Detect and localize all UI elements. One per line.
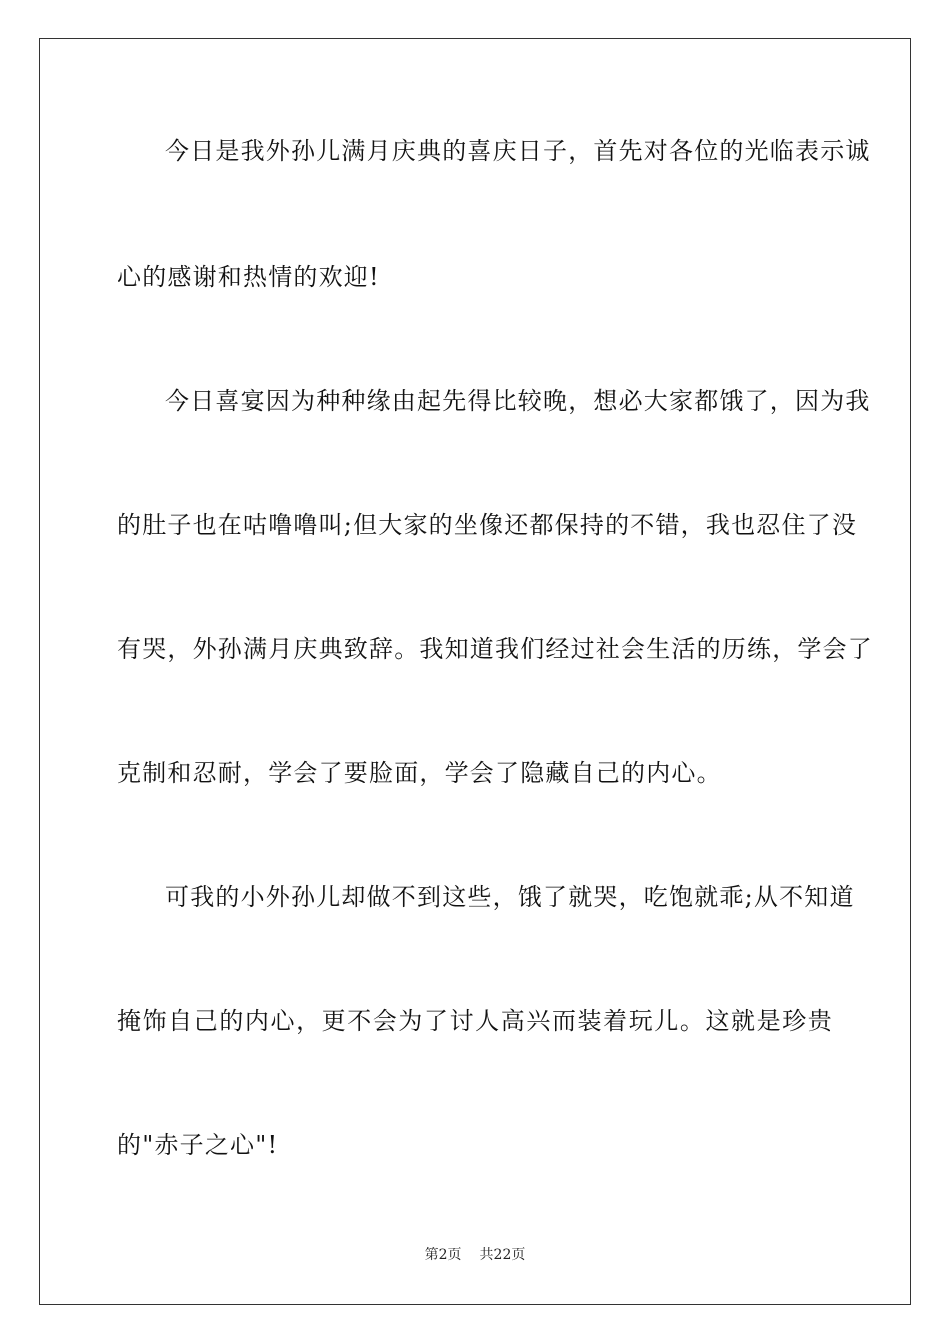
paragraph-2-line-3: 有哭，外孙满月庆典致辞。我知道我们经过社会生活的历练，学会了 [117,635,873,663]
page-footer [0,1246,950,1264]
paragraph-1-line-2: 心的感谢和热情的欢迎! [117,263,380,291]
paragraph-2-line-2: 的肚子也在咕噜噜叫;但大家的坐像还都保持的不错，我也忍住了没 [117,511,858,539]
paragraph-3-line-1: 可我的小外孙儿却做不到这些，饿了就哭，吃饱就乖;从不知道 [165,883,855,911]
page-total: 共22页 [479,1247,526,1263]
paragraph-1-line-1: 今日是我外孙儿满月庆典的喜庆日子，首先对各位的光临表示诚 [165,137,871,165]
paragraph-2-line-4: 克制和忍耐，学会了要脸面，学会了隐藏自己的内心。 [117,759,722,787]
paragraph-3-line-3: 的"赤子之心"! [117,1131,279,1159]
page-border [39,38,911,1305]
page-number: 第2页 [424,1247,462,1263]
paragraph-2-line-1: 今日喜宴因为种种缘由起先得比较晚，想必大家都饿了，因为我 [165,387,871,415]
paragraph-3-line-2: 掩饰自己的内心，更不会为了讨人高兴而装着玩儿。这就是珍贵 [117,1007,833,1035]
